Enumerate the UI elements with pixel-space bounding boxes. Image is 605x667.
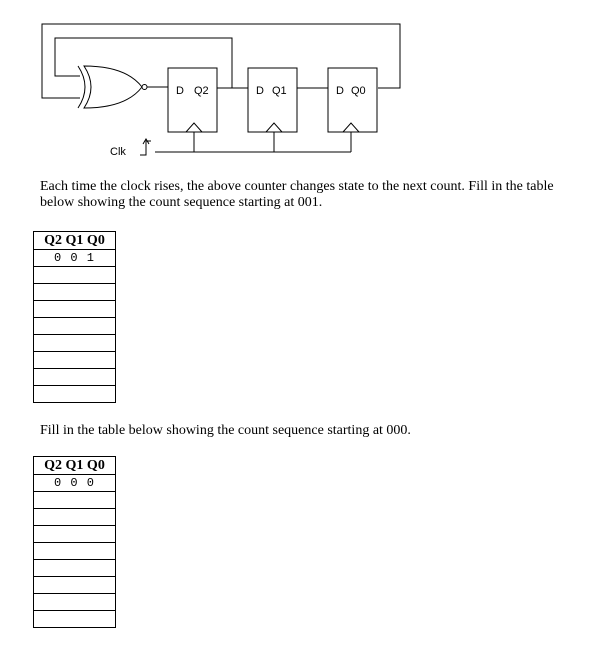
answer-cell[interactable] — [34, 352, 116, 369]
flipflop-q2 — [168, 68, 217, 132]
table-header: Q2 Q1 Q0 — [34, 457, 116, 475]
clock-line — [155, 132, 351, 152]
count-table-1 — [33, 231, 116, 403]
ff-q-label: Q2 — [194, 85, 209, 97]
question-1-text: Each time the clock rises, the above counter changes state to the next count. Fill in the table below showing the count sequence starting at 001. — [40, 179, 554, 210]
flipflop-q0 — [328, 68, 377, 132]
answer-cell[interactable] — [34, 267, 116, 284]
answer-cell[interactable] — [34, 577, 116, 594]
answer-cell[interactable] — [34, 543, 116, 560]
answer-cell[interactable] — [34, 611, 116, 628]
count-table-2 — [33, 456, 116, 628]
xnor-gate — [78, 66, 147, 108]
answer-cell[interactable] — [34, 318, 116, 335]
answer-cell[interactable] — [34, 560, 116, 577]
clock-label: Clk — [110, 146, 126, 158]
flipflop-q1 — [248, 68, 297, 132]
answer-cell[interactable] — [34, 369, 116, 386]
answer-cell[interactable] — [34, 526, 116, 543]
rising-edge-icon — [140, 139, 151, 155]
counter-circuit-diagram — [0, 0, 605, 170]
ff-q-label: Q0 — [351, 85, 366, 97]
ff-d-label: D — [336, 85, 344, 97]
table-header: Q2 Q1 Q0 — [34, 232, 116, 250]
answer-cell[interactable] — [34, 386, 116, 403]
answer-cell[interactable] — [34, 509, 116, 526]
table-row-start: 0 0 1 — [34, 250, 116, 267]
ff-d-label: D — [256, 85, 264, 97]
answer-cell[interactable] — [34, 594, 116, 611]
ff-d-label: D — [176, 85, 184, 97]
answer-cell[interactable] — [34, 301, 116, 318]
answer-cell[interactable] — [34, 335, 116, 352]
question-2-text: Fill in the table below showing the count sequence starting at 000. — [40, 423, 411, 438]
answer-cell[interactable] — [34, 492, 116, 509]
table-row-start: 0 0 0 — [34, 475, 116, 492]
answer-cell[interactable] — [34, 284, 116, 301]
ff-q-label: Q1 — [272, 85, 287, 97]
